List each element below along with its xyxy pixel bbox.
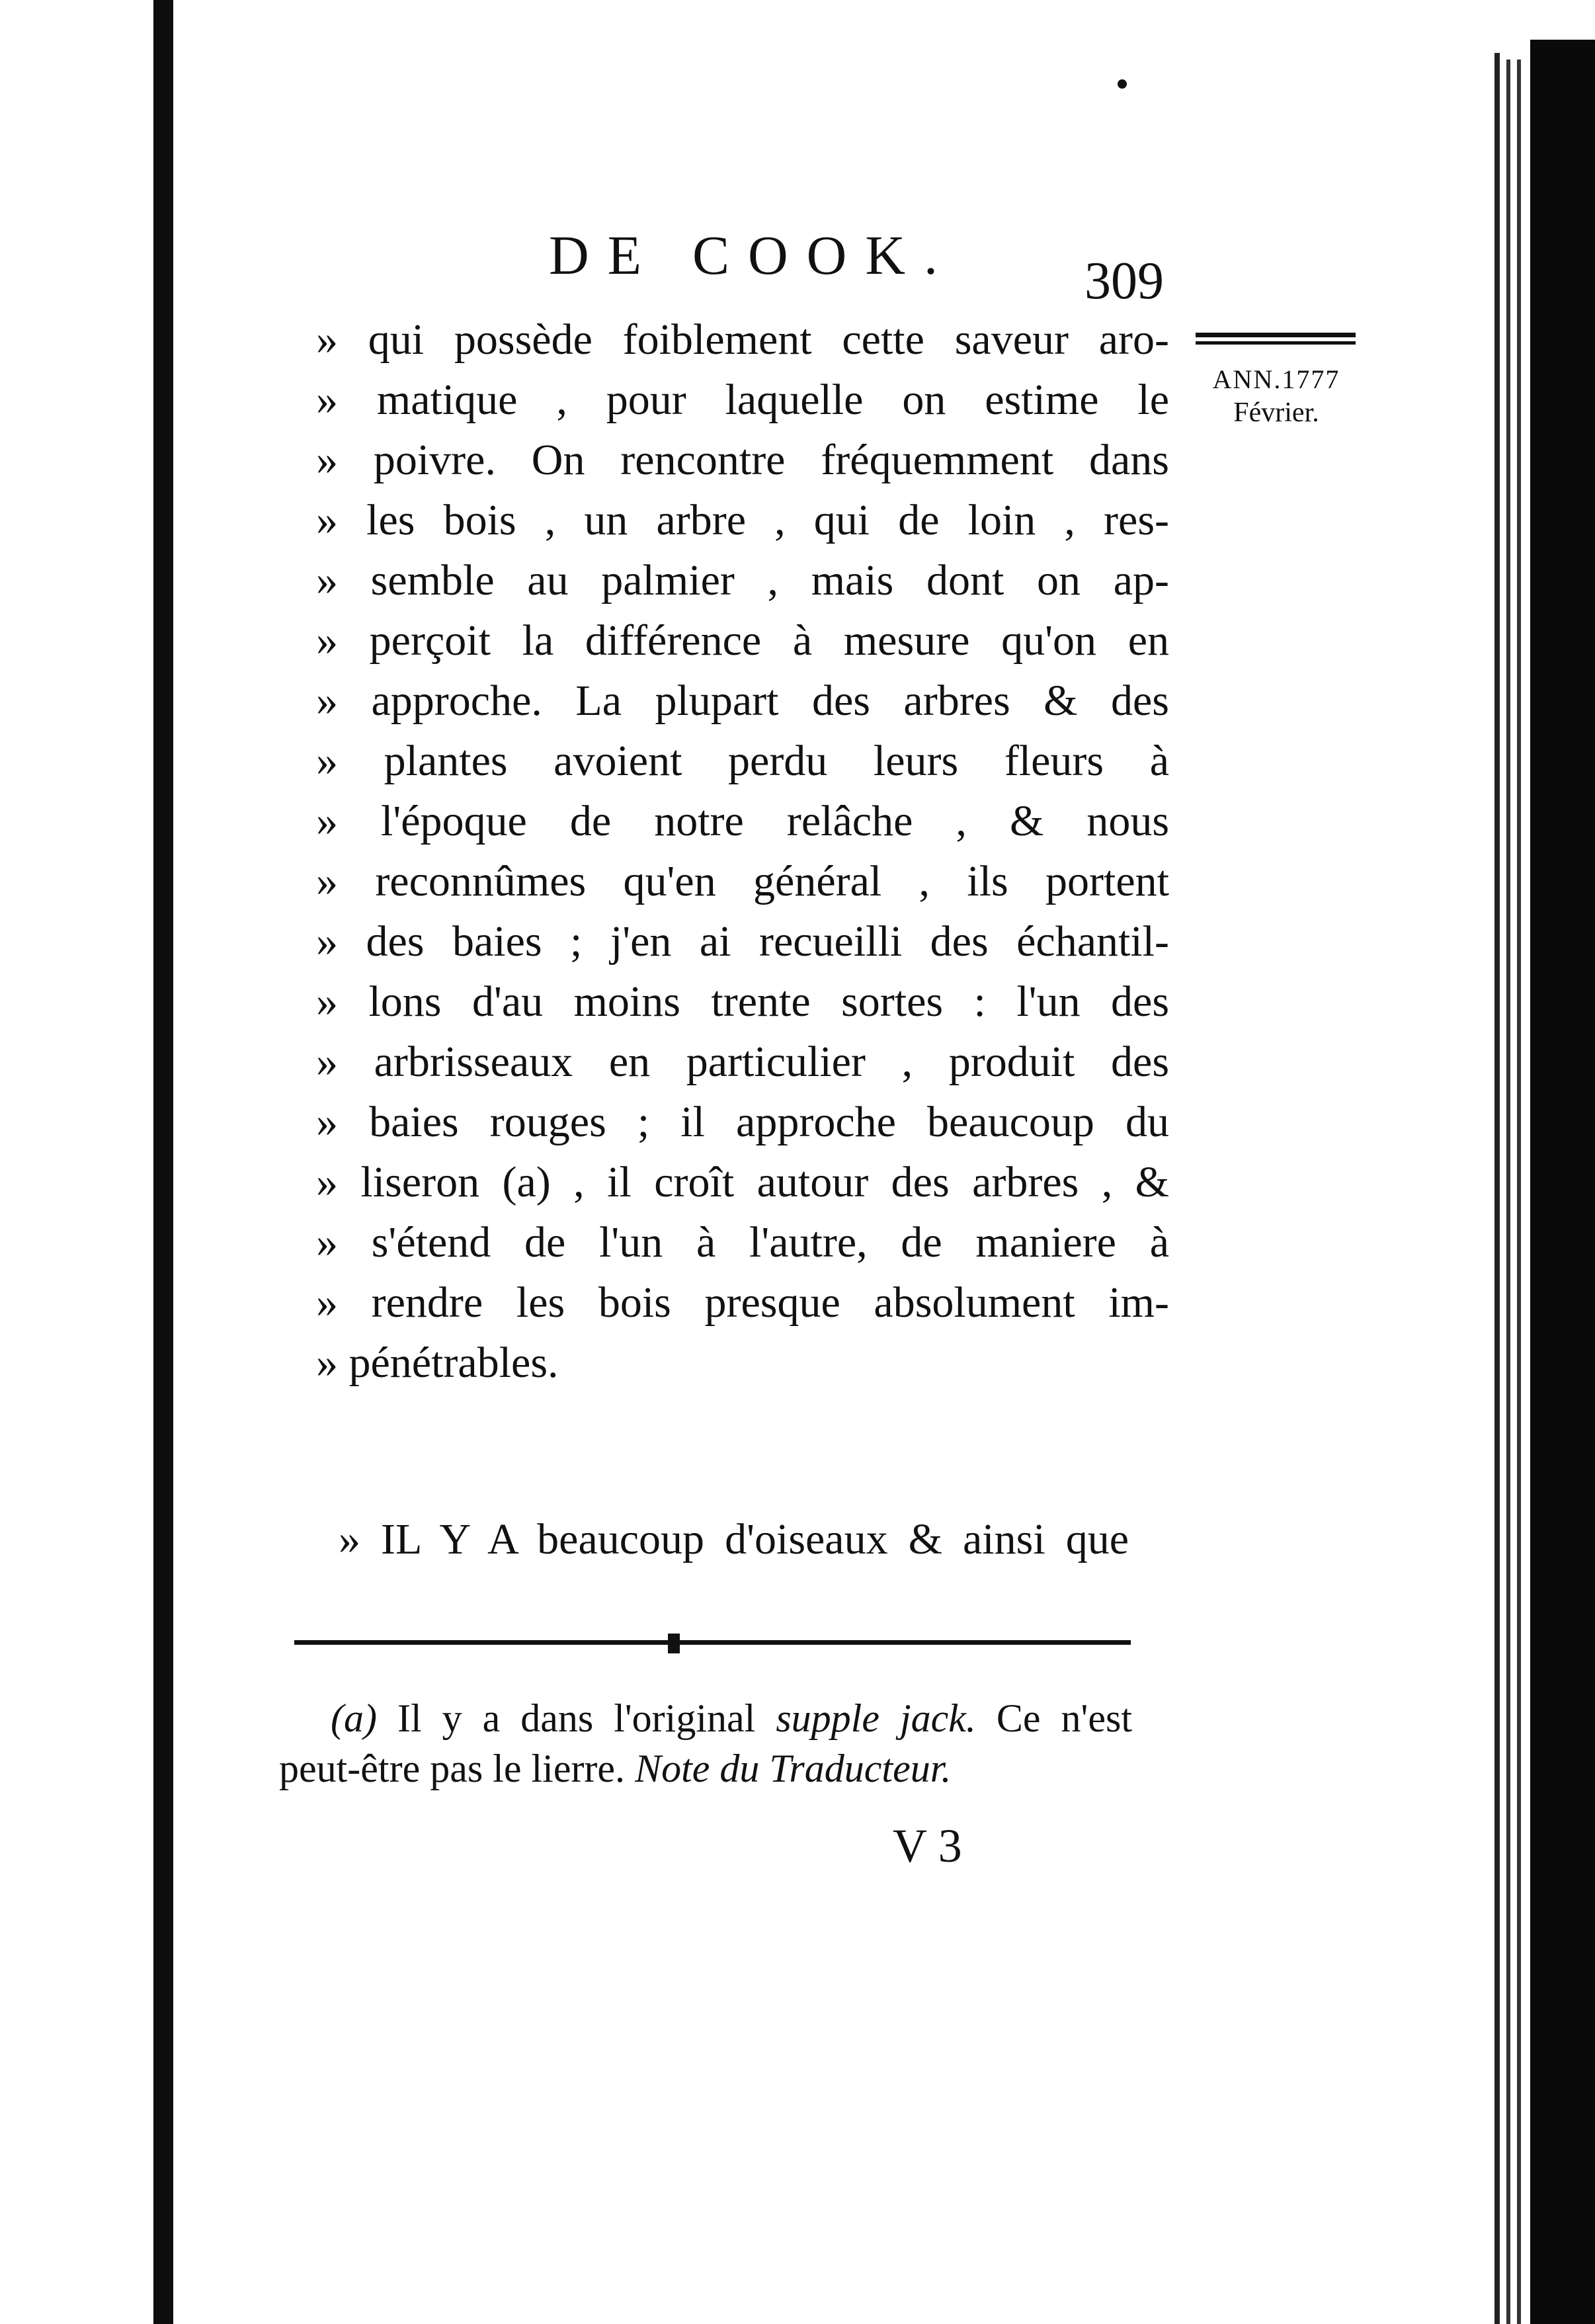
body-text [316, 310, 1169, 1393]
body-line: » perçoit la différence à mesure qu'on en [316, 616, 1169, 665]
body-line: » plantes avoient perdu leurs fleurs à [316, 737, 1169, 785]
footnote-italic: supple jack. [776, 1696, 976, 1740]
body-line: » rendre les bois presque absolument im- [316, 1278, 1169, 1327]
footnote-italic: Note du Traducteur. [635, 1747, 952, 1790]
body-line: » semble au palmier , mais dont on ap- [316, 556, 1169, 604]
page-edge [1506, 60, 1510, 2324]
margin-rule [1196, 333, 1356, 345]
page-number: 309 [1084, 252, 1164, 310]
footnote-text: Il y a dans l'original [397, 1696, 756, 1740]
margin-note-year: ANN.1777 [1212, 364, 1340, 394]
body-line: » approche. La plupart des arbres & des [316, 677, 1169, 725]
adjoining-left-page [0, 0, 153, 2324]
signature-mark: V 3 [893, 1819, 962, 1872]
paragraph-opening: » IL Y A beaucoup d'oiseaux & ainsi que [339, 1515, 1129, 1563]
body-line: » matique , pour laquelle on estime le [316, 376, 1169, 424]
ink-mark [668, 1634, 680, 1653]
ink-dot [1118, 79, 1127, 89]
footnote-label: (a) [331, 1696, 377, 1740]
footnote [279, 1693, 1132, 1794]
page-edge [1494, 53, 1500, 2324]
body-line: » des baies ; j'en ai recueilli des échantil- [316, 917, 1169, 966]
body-line: » les bois , un arbre , qui de loin , res- [316, 496, 1169, 544]
footnote-text: peut-être pas le lierre. [279, 1747, 626, 1790]
body-line: » l'époque de notre relâche , & nous [316, 797, 1169, 845]
page-edge [1517, 60, 1521, 2324]
body-line: » liseron (a) , il croît autour des arbres , & [316, 1158, 1169, 1206]
body-line: » lons d'au moins trente sortes : l'un des [316, 977, 1169, 1026]
footnote-text: Ce n'est [996, 1696, 1132, 1740]
body-line: » poivre. On rencontre fréquemment dans [316, 436, 1169, 484]
body-line: » qui possède foiblement cette saveur aro- [316, 315, 1169, 364]
body-line: » arbrisseaux en particulier , produit des [316, 1038, 1169, 1086]
page-edge [1530, 40, 1595, 2324]
body-line: » pénétrables. [316, 1339, 559, 1387]
body-line: » baies rouges ; il approche beaucoup du [316, 1098, 1169, 1146]
running-head: DE COOK. [549, 225, 956, 286]
footnote-line [279, 1743, 1132, 1794]
body-line: » s'étend de l'un à l'autre, de maniere à [316, 1218, 1169, 1266]
footnote-line [279, 1693, 1132, 1743]
footnote-rule [294, 1640, 1131, 1645]
body-line: » reconnûmes qu'en général , ils portent [316, 857, 1169, 905]
margin-note-month: Février. [1233, 397, 1319, 428]
book-gutter [153, 0, 173, 2324]
